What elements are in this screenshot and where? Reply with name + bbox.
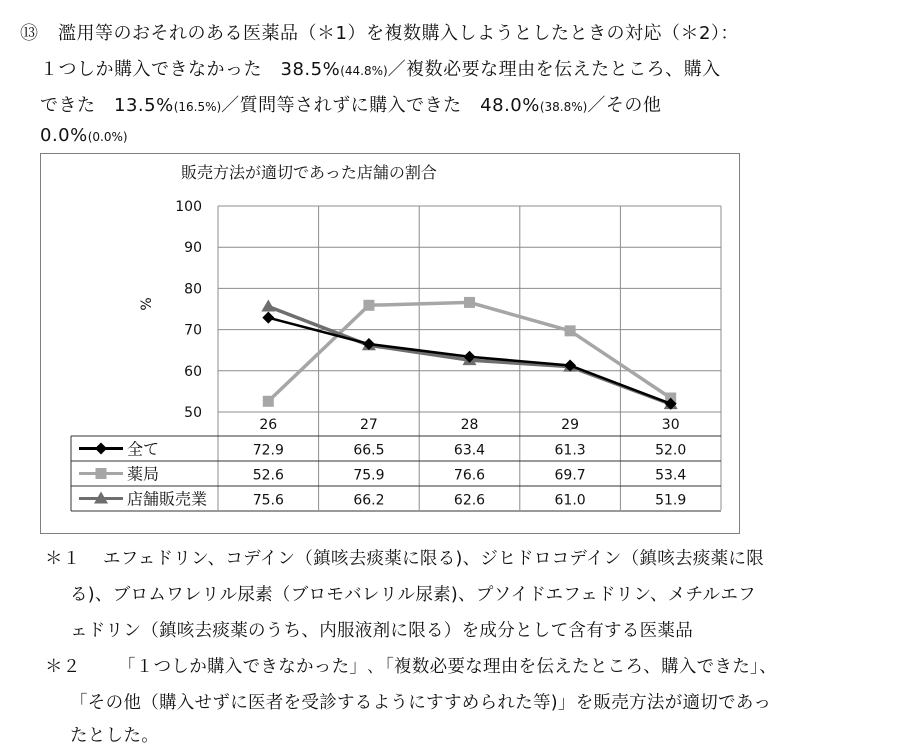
- stat-no-question-prev: (38.8%): [539, 100, 588, 114]
- data-label-0-2: 63.4: [453, 442, 486, 459]
- x-tick-label-28: 28: [460, 417, 479, 433]
- heading-line-3: [40, 91, 661, 117]
- series-1-point-2: [464, 297, 475, 308]
- stat-other-label: ／その他: [587, 95, 662, 116]
- series-1-point-0: [263, 396, 274, 407]
- data-label-1-4: 53.4: [655, 467, 687, 484]
- y-tick-label-50: 50: [184, 405, 202, 421]
- data-label-2-4: 51.9: [655, 492, 687, 509]
- legend-label-1: 薬局: [127, 464, 160, 484]
- stat-no-question: ／質問等されずに購入できた 48.0%: [221, 95, 540, 116]
- note-2-line-1: 「１つしか購入できなかった」､「複数必要な理由を伝えたところ、購入できた」、: [118, 657, 777, 677]
- heading-line-4: [40, 125, 128, 146]
- data-label-2-3: 61.0: [554, 492, 586, 509]
- series-1-point-1: [363, 300, 374, 311]
- data-label-1-3: 69.7: [554, 467, 586, 484]
- y-axis-label: %: [139, 297, 155, 311]
- data-label-0-3: 61.3: [554, 442, 586, 459]
- series-2-point-0: [261, 300, 275, 312]
- heading-title: 濫用等のおそれのある医薬品（＊1）を複数購入しようとしたときの対応（＊2）：: [58, 23, 739, 44]
- line-chart: [41, 154, 741, 535]
- stat-explained-prev: (16.5%): [173, 100, 222, 114]
- stat-explained-value: できた 13.5%: [40, 95, 174, 116]
- legend-marker-0: [95, 443, 107, 455]
- data-label-0-1: 66.5: [353, 442, 385, 459]
- note-2-line-2: 「その他（購入せずに医者を受診するようにすすめられた等)」を販売方法が適切であっ: [70, 693, 772, 713]
- data-label-0-4: 52.0: [655, 442, 687, 459]
- x-tick-label-27: 27: [359, 417, 378, 433]
- x-tick-label-26: 26: [259, 417, 278, 433]
- data-label-1-0: 52.6: [252, 467, 284, 484]
- stat-one-only-prev: (44.8%): [340, 64, 388, 78]
- data-label-2-2: 62.6: [453, 492, 486, 509]
- stat-explained: ／複数必要な理由を伝えたところ、購入: [387, 59, 721, 80]
- legend-marker-1: [96, 468, 107, 479]
- x-tick-label-29: 29: [561, 417, 580, 433]
- data-label-1-2: 76.6: [453, 467, 486, 484]
- x-tick-label-30: 30: [661, 417, 680, 433]
- heading-line-2: [40, 55, 721, 81]
- data-label-0-0: 72.9: [252, 442, 284, 459]
- stat-one-only: １つしか購入できなかった 38.5%: [40, 59, 341, 80]
- data-label-2-1: 66.2: [353, 492, 385, 509]
- stat-other-value: 0.0%: [40, 125, 88, 146]
- note-2-line-3: たとした。: [70, 726, 159, 746]
- y-tick-label-60: 60: [184, 363, 202, 380]
- y-tick-label-90: 90: [184, 240, 202, 257]
- y-tick-label-80: 80: [184, 281, 202, 298]
- note-1-mark: ＊１: [45, 549, 81, 569]
- note-1-line-2: る)、ブロムワレリル尿素（ブロモバレリル尿素)、プソイドエフェドリン、メチルエフ: [70, 585, 756, 605]
- stat-other-prev: (0.0%): [87, 130, 128, 144]
- data-label-1-1: 75.9: [353, 467, 385, 484]
- note-1-line-3: ェドリン（鎮咳去痰薬のうち、内服液剤に限る）を成分として含有する医薬品: [70, 621, 693, 641]
- item-number: ⑬: [20, 23, 39, 44]
- legend-label-0: 全て: [127, 439, 160, 459]
- series-0-point-0: [262, 312, 274, 324]
- chart-container: [40, 153, 740, 534]
- note-2-mark: ＊２: [45, 657, 81, 677]
- note-1-line-1: エフェドリン、コデイン（鎮咳去痰薬に限る)、ジヒドロコデイン（鎮咳去痰薬に限: [103, 549, 764, 569]
- chart-title: 販売方法が適切であった店舗の割合: [181, 163, 437, 182]
- legend-label-2: 店舗販売業: [127, 489, 208, 509]
- data-label-2-0: 75.6: [252, 492, 284, 509]
- y-tick-label-100: 100: [175, 199, 202, 215]
- series-1-point-3: [565, 325, 576, 336]
- y-tick-label-70: 70: [184, 322, 202, 339]
